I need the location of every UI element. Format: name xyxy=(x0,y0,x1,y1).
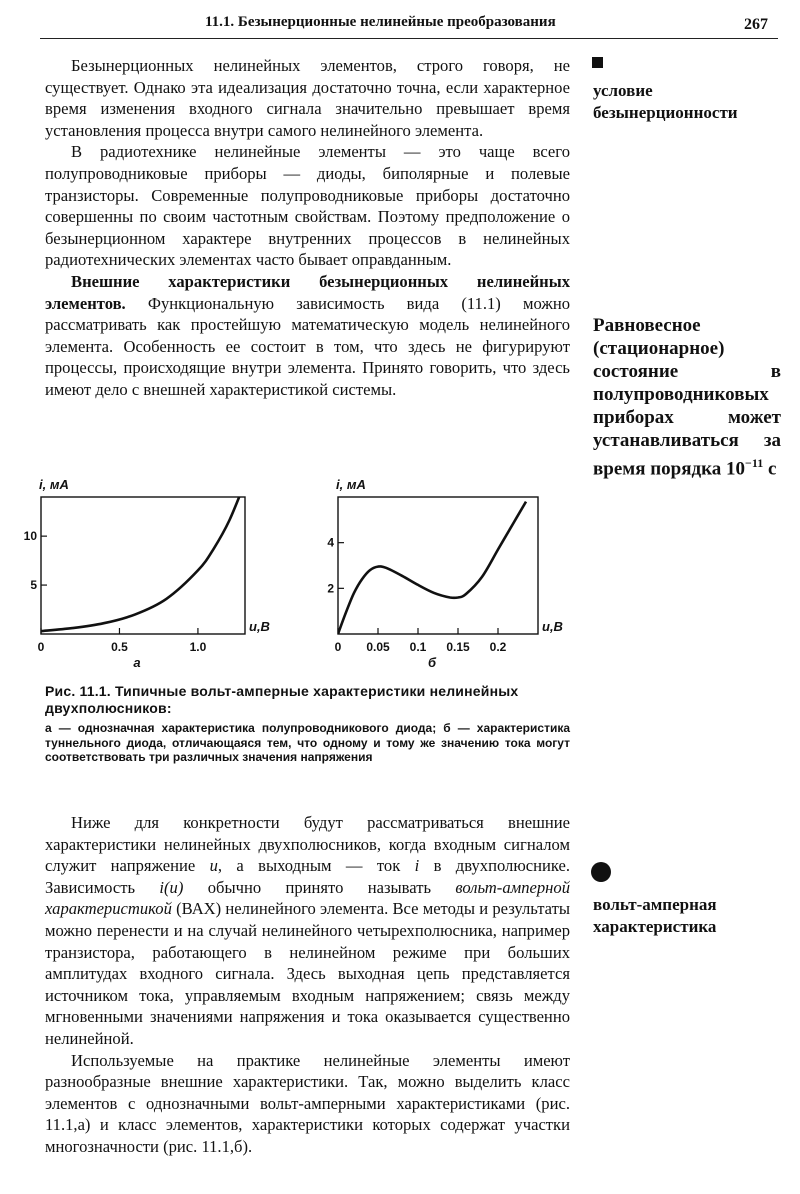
paragraph-1: Безынерционных нелинейных элементов, строго говоря, не существует. Однако эта идеализация достаточно точна, если характерное время изменения входного сигнала значительно превышает время установления процесса внутри самого нелинейного элемента. xyxy=(45,56,570,140)
func-iu: i(u) xyxy=(159,877,184,897)
iv-curve-b xyxy=(338,502,526,634)
caption-title: Рис. 11.1. Типичные вольт-амперные характеристики нелинейных двухполюсников: xyxy=(45,683,519,716)
paragraph-2: В радиотехнике нелинейные элементы — это чаще всего полупроводниковые приборы — диоды, биполярные и полевые транзисторы. Современные полупроводниковые приборы достаточно совершенны по своим частотным свойствам. Поэтому предположение о безынерционном характере внутренних процессов в нелинейных радиотехнических элементах часто бывает оправданным. xyxy=(45,142,570,270)
margin-note-2 xyxy=(593,314,781,480)
term-vah: вольт-амперной характеристикой xyxy=(45,877,570,919)
x-tick-label-b: 0 xyxy=(334,640,342,654)
paragraph-4 xyxy=(45,812,570,1050)
y-tick-label-b: 4 xyxy=(327,535,334,550)
panel-label-b: б xyxy=(427,655,437,670)
chart-a xyxy=(24,477,270,670)
x-tick-label-b: 0.2 xyxy=(489,640,507,654)
p4-text-a: Ниже для конкретности будут рассматриваться внешние характеристики нелинейных двухполюсников, когда входным сигналом служит напряжение xyxy=(45,813,570,876)
p4-text-d: обычно принято называть xyxy=(183,877,456,897)
margin-note-1: условие безынерционности xyxy=(593,81,738,122)
page-number: 267 xyxy=(744,16,768,33)
panel-label-a: а xyxy=(133,655,141,670)
chart-b xyxy=(327,477,563,670)
x-axis-label-a: u,В xyxy=(249,619,270,634)
plot-frame-b xyxy=(338,497,538,634)
y-axis-label-b: i, мА xyxy=(336,477,366,492)
p4-text-c: в двухполюснике. Зависимость xyxy=(45,856,570,897)
header-rule xyxy=(40,38,778,39)
var-i: i xyxy=(414,856,420,876)
p4-text-e: (ВАХ) нелинейного элемента. Все методы и результаты можно перенести и на случай нелинейного четырехполюсника, например транзистора, работающего в нелинейном режиме при больших амплитудах входного сигнала. Здесь выходная цепь представляется источником тока, управляемым входным напряжением; связь между мгновенными значениями напряжения и тока оказывается существенно нелинейной. xyxy=(45,899,570,1048)
y-axis-label-a: i, мА xyxy=(39,477,69,492)
text-block-bottom xyxy=(45,812,570,1158)
y-tick-label-b: 2 xyxy=(327,581,334,596)
x-tick-label-a: 0 xyxy=(37,640,45,654)
y-tick-label-a: 5 xyxy=(30,578,37,593)
x-tick-label-b: 0.15 xyxy=(446,640,470,654)
x-tick-label-b: 0.05 xyxy=(366,640,390,654)
iv-curve-a xyxy=(41,482,245,631)
plot-frame-a xyxy=(41,497,245,634)
x-axis-label-b: u,В xyxy=(542,619,563,634)
figure-caption xyxy=(45,683,570,765)
figure-11-1 xyxy=(20,470,580,680)
section-heading: Внешние характеристики безынерционных нелинейных элементов. xyxy=(45,271,570,313)
paragraph-3 xyxy=(45,271,570,401)
p4-text-b: , а выходным — ток xyxy=(217,856,415,876)
margin-note-2-text: Равновесное (стационарное) состояние в полупроводниковых приборах может устанавливаться за время порядка 10 xyxy=(593,315,781,480)
x-tick-label-a: 0.5 xyxy=(111,640,128,654)
paragraph-3-text: Функциональную зависимость вида (11.1) можно рассматривать как простейшую математическую модель нелинейного элемента. Особенность ее состоит в том, что здесь не фигурируют процессы, происходящие внутри элемента. Принято говорить, что здесь имеют дело с внешней характеристикой системы. xyxy=(45,293,570,399)
margin-note-3: вольт-амперная характеристика xyxy=(593,895,717,936)
paragraph-5: Используемые на практике нелинейные элементы имеют разнообразные внешние характеристики. Так, можно выделить класс элементов с однозначными вольт-амперными характеристиками (рис. 11.1,а) и класс элементов, характеристики которых содержат участки многозначности (рис. 11.1,б). xyxy=(45,1050,570,1156)
caption-body: а — однозначная характеристика полупроводникового диода; б — характеристика туннельного диода, отличающаяся тем, что одному и тому же значению тока могут соответствовать три различных значения напряжения xyxy=(45,721,570,764)
y-tick-label-a: 10 xyxy=(23,529,37,544)
margin-square-marker xyxy=(592,57,603,68)
x-tick-label-a: 1.0 xyxy=(189,640,207,654)
text-block-top xyxy=(45,55,570,401)
var-u: u xyxy=(209,856,218,876)
margin-bullet-marker xyxy=(591,862,611,882)
x-tick-label-b: 0.1 xyxy=(409,640,427,654)
margin-note-2-unit: с xyxy=(763,458,777,480)
exponent: −11 xyxy=(745,456,764,470)
running-header: 11.1. Безынерционные нелинейные преобразования xyxy=(205,14,556,30)
